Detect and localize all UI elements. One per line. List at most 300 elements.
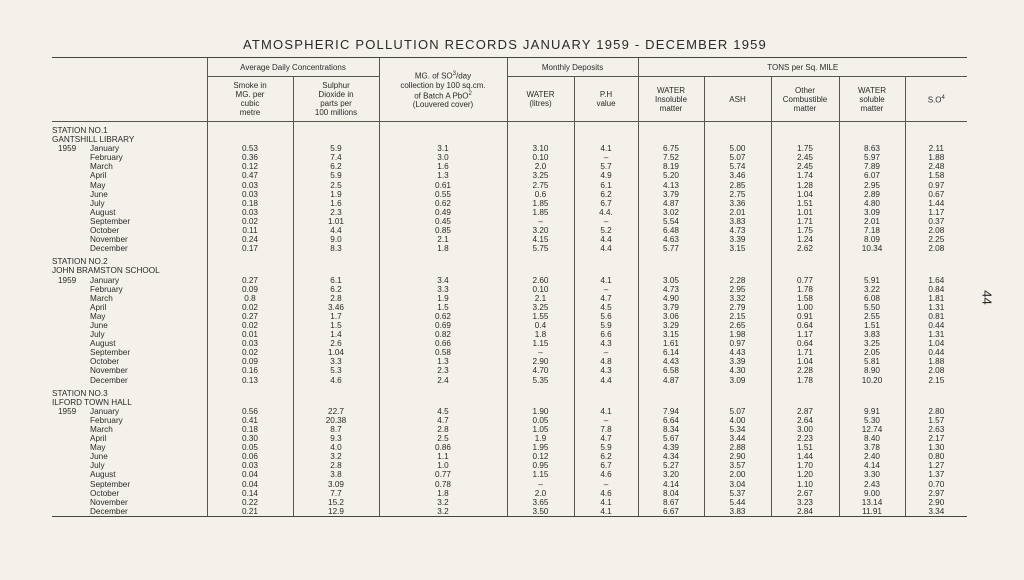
value-cell: 3.20 [507, 226, 574, 235]
empty-cell [905, 126, 967, 135]
empty-cell [507, 266, 574, 275]
empty-cell [379, 389, 507, 398]
month-cell [52, 181, 207, 190]
empty-cell [207, 257, 293, 266]
value-cell: 1.6 [379, 162, 507, 171]
value-cell: 1.31 [905, 303, 967, 312]
value-cell: – [574, 217, 638, 226]
value-cell: 3.23 [771, 498, 839, 507]
month-label: August [90, 470, 116, 480]
month-label: January [90, 144, 120, 154]
value-cell: 4.4 [574, 376, 638, 385]
value-cell: 3.46 [293, 303, 379, 312]
value-cell: 1.58 [905, 171, 967, 180]
value-cell: 1.8 [379, 244, 507, 253]
value-cell: 0.91 [771, 312, 839, 321]
value-cell: 6.7 [574, 461, 638, 470]
value-cell: 2.1 [507, 294, 574, 303]
value-cell: 3.2 [379, 498, 507, 507]
empty-cell [574, 257, 638, 266]
value-cell: 5.75 [507, 244, 574, 253]
table-row [52, 461, 967, 470]
empty-cell [905, 266, 967, 275]
value-cell: 5.9 [574, 321, 638, 330]
value-cell: 1.9 [507, 434, 574, 443]
value-cell: 3.22 [839, 285, 905, 294]
value-cell: 6.2 [293, 285, 379, 294]
month-label: October [90, 357, 120, 367]
value-cell: 0.09 [207, 285, 293, 294]
empty-cell [704, 135, 771, 144]
value-cell: 0.45 [379, 217, 507, 226]
value-cell: 3.09 [839, 208, 905, 217]
month-label: November [90, 235, 128, 245]
ph-header: P.H value [574, 77, 638, 122]
empty-cell [207, 135, 293, 144]
empty-cell [704, 389, 771, 398]
value-cell: 1.10 [771, 480, 839, 489]
value-cell: 2.90 [507, 357, 574, 366]
value-cell: 0.95 [507, 461, 574, 470]
value-cell: 4.1 [574, 507, 638, 517]
table-row [52, 171, 967, 180]
value-cell: 3.20 [638, 470, 704, 479]
value-cell: 0.77 [771, 276, 839, 285]
value-cell: 0.09 [207, 357, 293, 366]
month-label: March [90, 162, 113, 172]
value-cell: 1.17 [771, 330, 839, 339]
empty-cell [839, 126, 905, 135]
tons-header: TONS per Sq. MILE [638, 58, 967, 77]
value-cell: 0.05 [507, 416, 574, 425]
value-cell: 0.11 [207, 226, 293, 235]
table-row [52, 498, 967, 507]
month-cell [52, 171, 207, 180]
value-cell: 1.30 [905, 443, 967, 452]
value-cell: 2.80 [905, 407, 967, 416]
value-cell: 0.80 [905, 452, 967, 461]
value-cell: 3.34 [905, 507, 967, 517]
value-cell: 5.2 [574, 226, 638, 235]
table-row [52, 181, 967, 190]
value-cell: 1.28 [771, 181, 839, 190]
year-label: 1959 [58, 144, 77, 154]
empty-cell [379, 257, 507, 266]
table-row [52, 276, 967, 285]
value-cell: 4.70 [507, 366, 574, 375]
table-row [52, 507, 967, 517]
value-cell: 0.85 [379, 226, 507, 235]
value-cell: 1.51 [839, 321, 905, 330]
value-cell: 0.37 [905, 217, 967, 226]
value-cell: 0.02 [207, 303, 293, 312]
month-label: September [90, 348, 131, 358]
value-cell: 1.74 [771, 171, 839, 180]
value-cell: 2.75 [704, 190, 771, 199]
month-cell [52, 276, 207, 285]
value-cell: 3.1 [379, 144, 507, 153]
month-cell [52, 162, 207, 171]
value-cell: 4.4 [574, 244, 638, 253]
month-cell [52, 199, 207, 208]
value-cell: 1.85 [507, 199, 574, 208]
value-cell: 1.58 [771, 294, 839, 303]
empty-cell [379, 266, 507, 275]
value-cell: 1.5 [379, 303, 507, 312]
table-row [52, 480, 967, 489]
empty-cell [293, 126, 379, 135]
value-cell: 4.3 [574, 339, 638, 348]
value-cell: 2.95 [704, 285, 771, 294]
empty-cell [293, 257, 379, 266]
value-cell: 2.8 [379, 425, 507, 434]
value-cell: 1.20 [771, 470, 839, 479]
value-cell: 1.3 [379, 171, 507, 180]
month-label: January [90, 406, 120, 416]
value-cell: 1.17 [905, 208, 967, 217]
value-cell: 22.7 [293, 407, 379, 416]
value-cell: 0.03 [207, 208, 293, 217]
value-cell: 8.34 [638, 425, 704, 434]
value-cell: 0.41 [207, 416, 293, 425]
table-row [52, 366, 967, 375]
value-cell: 0.12 [507, 452, 574, 461]
value-cell: 2.8 [293, 294, 379, 303]
value-cell: 1.1 [379, 452, 507, 461]
value-cell: 2.65 [704, 321, 771, 330]
month-cell [52, 425, 207, 434]
value-cell: 4.8 [574, 357, 638, 366]
value-cell: 3.4 [379, 276, 507, 285]
empty-cell [771, 398, 839, 407]
value-cell: – [574, 480, 638, 489]
value-cell: 6.2 [574, 190, 638, 199]
value-cell: 7.89 [839, 162, 905, 171]
value-cell: 3.25 [507, 171, 574, 180]
value-cell: 0.55 [379, 190, 507, 199]
value-cell: 2.40 [839, 452, 905, 461]
value-cell: 2.00 [704, 470, 771, 479]
value-cell: 3.83 [704, 507, 771, 517]
value-cell: – [507, 480, 574, 489]
value-cell: 10.20 [839, 376, 905, 385]
value-cell: 5.77 [638, 244, 704, 253]
month-cell [52, 144, 207, 153]
month-cell [52, 235, 207, 244]
value-cell: 1.44 [905, 199, 967, 208]
empty-cell [293, 398, 379, 407]
value-cell: 1.8 [507, 330, 574, 339]
empty-cell [704, 398, 771, 407]
value-cell: 0.06 [207, 452, 293, 461]
value-cell: 2.6 [293, 339, 379, 348]
value-cell: 3.46 [704, 171, 771, 180]
value-cell: 2.67 [771, 489, 839, 498]
value-cell: 1.04 [771, 190, 839, 199]
value-cell: 3.02 [638, 208, 704, 217]
value-cell: 5.3 [293, 366, 379, 375]
value-cell: 1.44 [771, 452, 839, 461]
value-cell: 2.05 [839, 348, 905, 357]
value-cell: 2.0 [507, 489, 574, 498]
month-label: September [90, 216, 131, 226]
month-cell [52, 376, 207, 385]
value-cell: 6.1 [293, 276, 379, 285]
month-label: December [90, 244, 128, 254]
empty-cell [638, 266, 704, 275]
value-cell: 0.81 [905, 312, 967, 321]
value-cell: 2.1 [379, 235, 507, 244]
value-cell: 1.88 [905, 153, 967, 162]
value-cell: 3.39 [704, 357, 771, 366]
value-cell: 0.21 [207, 507, 293, 517]
value-cell: 4.4 [574, 235, 638, 244]
pollution-table [52, 57, 967, 517]
value-cell: 5.7 [574, 162, 638, 171]
empty-cell [771, 135, 839, 144]
table-row [52, 321, 967, 330]
empty-cell [507, 389, 574, 398]
mg-so3-header: MG. of $SO^3$/day collection by 100 sq.cm. of Batch A PbO$^2$ (Louvered cover) [379, 58, 507, 122]
value-cell: 0.58 [379, 348, 507, 357]
ash-header: ASH [704, 77, 771, 122]
empty-cell [638, 135, 704, 144]
value-cell: 6.64 [638, 416, 704, 425]
value-cell: 5.9 [293, 144, 379, 153]
value-cell: 5.74 [704, 162, 771, 171]
empty-cell [839, 266, 905, 275]
value-cell: 4.4. [574, 208, 638, 217]
value-cell: 5.30 [839, 416, 905, 425]
value-cell: 0.61 [379, 181, 507, 190]
value-cell: 2.01 [704, 208, 771, 217]
value-cell: 8.3 [293, 244, 379, 253]
month-label: February [90, 153, 123, 163]
value-cell: 4.0 [293, 443, 379, 452]
empty-cell [704, 266, 771, 275]
value-cell: 5.81 [839, 357, 905, 366]
table-row [52, 217, 967, 226]
table-body [52, 122, 967, 517]
value-cell: 7.18 [839, 226, 905, 235]
value-cell: 0.47 [207, 171, 293, 180]
value-cell: 8.04 [638, 489, 704, 498]
month-label: July [90, 461, 105, 471]
value-cell: 4.7 [379, 416, 507, 425]
value-cell: 0.84 [905, 285, 967, 294]
month-label: June [90, 189, 108, 199]
month-cell [52, 407, 207, 416]
value-cell: 6.07 [839, 171, 905, 180]
smoke-header: Smoke in MG. per cubic metre [207, 77, 293, 122]
month-label: September [90, 479, 131, 489]
station-place-row [52, 266, 967, 275]
value-cell: 2.01 [839, 217, 905, 226]
value-cell: 0.17 [207, 244, 293, 253]
value-cell: 1.7 [293, 312, 379, 321]
empty-cell [704, 257, 771, 266]
table-row [52, 303, 967, 312]
value-cell: 7.94 [638, 407, 704, 416]
value-cell: 1.04 [905, 339, 967, 348]
empty-cell [379, 126, 507, 135]
year-label: 1959 [58, 275, 77, 285]
value-cell: – [507, 217, 574, 226]
value-cell: 0.22 [207, 498, 293, 507]
value-cell: 0.67 [905, 190, 967, 199]
month-label: January [90, 275, 120, 285]
month-cell [52, 443, 207, 452]
value-cell: 3.29 [638, 321, 704, 330]
value-cell: 2.62 [771, 244, 839, 253]
value-cell: 3.65 [507, 498, 574, 507]
value-cell: 4.1 [574, 407, 638, 416]
value-cell: 0.04 [207, 470, 293, 479]
value-cell: 9.91 [839, 407, 905, 416]
value-cell: 4.63 [638, 235, 704, 244]
value-cell: 10.34 [839, 244, 905, 253]
month-cell [52, 480, 207, 489]
value-cell: 2.28 [771, 366, 839, 375]
value-cell: 2.48 [905, 162, 967, 171]
value-cell: 1.71 [771, 217, 839, 226]
table-row [52, 489, 967, 498]
value-cell: 8.19 [638, 162, 704, 171]
table-row [52, 144, 967, 153]
table-row [52, 407, 967, 416]
value-cell: 2.85 [704, 181, 771, 190]
value-cell: 3.25 [839, 339, 905, 348]
value-cell: 0.62 [379, 199, 507, 208]
value-cell: 3.15 [704, 244, 771, 253]
value-cell: 0.64 [771, 339, 839, 348]
value-cell: 3.09 [293, 480, 379, 489]
value-cell: 2.45 [771, 153, 839, 162]
value-cell: 5.50 [839, 303, 905, 312]
value-cell: 12.74 [839, 425, 905, 434]
value-cell: 6.67 [638, 507, 704, 517]
value-cell: 2.64 [771, 416, 839, 425]
value-cell: 4.6 [574, 470, 638, 479]
value-cell: 6.2 [574, 452, 638, 461]
value-cell: 5.20 [638, 171, 704, 180]
month-label: July [90, 330, 105, 340]
value-cell: 9.00 [839, 489, 905, 498]
value-cell: 3.25 [507, 303, 574, 312]
value-cell: 3.05 [638, 276, 704, 285]
table-row [52, 452, 967, 461]
empty-cell [905, 135, 967, 144]
value-cell: 2.23 [771, 434, 839, 443]
month-label: May [90, 311, 106, 321]
value-cell: 1.6 [293, 199, 379, 208]
value-cell: 2.08 [905, 366, 967, 375]
value-cell: 0.8 [207, 294, 293, 303]
empty-cell [704, 126, 771, 135]
value-cell: 1.88 [905, 357, 967, 366]
value-cell: 1.04 [771, 357, 839, 366]
empty-cell [638, 126, 704, 135]
empty-cell [574, 126, 638, 135]
value-cell: 1.51 [771, 199, 839, 208]
value-cell: 4.15 [507, 235, 574, 244]
value-cell: 4.80 [839, 199, 905, 208]
value-cell: 0.03 [207, 190, 293, 199]
value-cell: 15.2 [293, 498, 379, 507]
table-row [52, 190, 967, 199]
value-cell: 7.7 [293, 489, 379, 498]
month-label: August [90, 207, 116, 217]
month-label: March [90, 425, 113, 434]
value-cell: 1.04 [293, 348, 379, 357]
value-cell: 4.4 [293, 226, 379, 235]
year-label: 1959 [58, 406, 77, 416]
value-cell: 1.98 [704, 330, 771, 339]
value-cell: 8.63 [839, 144, 905, 153]
month-label: April [90, 302, 107, 312]
month-cell [52, 244, 207, 253]
value-cell: 1.64 [905, 276, 967, 285]
value-cell: 4.30 [704, 366, 771, 375]
empty-cell [293, 135, 379, 144]
value-cell: 5.35 [507, 376, 574, 385]
value-cell: 0.02 [207, 348, 293, 357]
value-cell: 4.5 [574, 303, 638, 312]
month-label: November [90, 497, 128, 507]
station-name-row-label: STATION NO.1 [52, 126, 108, 135]
empty-cell [574, 389, 638, 398]
value-cell: 4.73 [704, 226, 771, 235]
empty-cell [574, 266, 638, 275]
value-cell: 4.14 [638, 480, 704, 489]
value-cell: 2.75 [507, 181, 574, 190]
value-cell: 0.44 [905, 321, 967, 330]
month-label: April [90, 171, 107, 181]
value-cell: 3.50 [507, 507, 574, 517]
value-cell: 0.56 [207, 407, 293, 416]
empty-cell [574, 398, 638, 407]
value-cell: 4.00 [704, 416, 771, 425]
value-cell: 2.25 [905, 235, 967, 244]
value-cell: 0.69 [379, 321, 507, 330]
avg-daily-header: Average Daily Concentrations [207, 58, 379, 77]
value-cell: 0.12 [207, 162, 293, 171]
station-name-row [52, 257, 967, 266]
value-cell: 0.03 [207, 461, 293, 470]
table-row [52, 285, 967, 294]
station-name-row [52, 126, 967, 135]
month-cell [52, 153, 207, 162]
table-row [52, 434, 967, 443]
value-cell: 6.48 [638, 226, 704, 235]
month-cell [52, 366, 207, 375]
value-cell: 1.85 [507, 208, 574, 217]
value-cell: 3.79 [638, 190, 704, 199]
value-cell: 0.14 [207, 489, 293, 498]
value-cell: 0.36 [207, 153, 293, 162]
value-cell: 2.84 [771, 507, 839, 517]
value-cell: 3.8 [293, 470, 379, 479]
empty-cell [507, 126, 574, 135]
station-name-row-label: STATION NO.3 [52, 388, 108, 398]
value-cell: 1.37 [905, 470, 967, 479]
value-cell: 8.09 [839, 235, 905, 244]
table-row [52, 162, 967, 171]
value-cell: 0.77 [379, 470, 507, 479]
value-cell: 12.9 [293, 507, 379, 517]
value-cell: 4.87 [638, 199, 704, 208]
value-cell: 3.3 [293, 357, 379, 366]
